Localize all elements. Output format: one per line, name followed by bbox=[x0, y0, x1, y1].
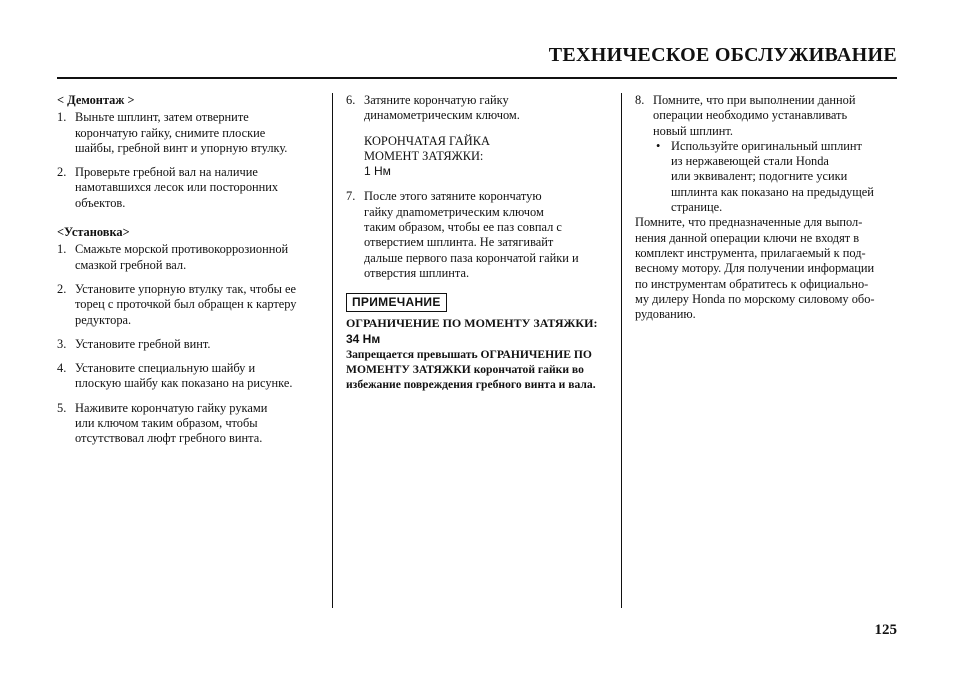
item-text: Установите гребной винт. bbox=[75, 336, 211, 351]
item-number: 1. bbox=[57, 110, 67, 125]
bullet-icon: • bbox=[656, 138, 661, 153]
item-text: Установите упорную втулку так, чтобы ее торец с проточкой был обращен к картеру редуктора. bbox=[75, 281, 297, 327]
item-text: Смажьте морской противокоррозионной смазкой гребной вал. bbox=[75, 242, 289, 272]
header-rule bbox=[57, 77, 897, 79]
torque-value: 1 Нм bbox=[364, 164, 391, 179]
item-number: 6. bbox=[346, 93, 356, 107]
column-divider-1 bbox=[332, 93, 333, 608]
warning-text: Запрещается превышать ОГРАНИЧЕНИЕ ПО МОМЕНТУ ЗАТЯЖКИ корончатой гайки во избежание повреждения гребного винта и вала. bbox=[346, 347, 596, 392]
list-item bbox=[57, 242, 322, 273]
item-text: Проверьте гребной вал на наличие намотавшихся лесок или посторонних объектов. bbox=[75, 165, 279, 210]
note-label: ПРИМЕЧАНИЕ bbox=[346, 293, 447, 312]
item-text: Установите специальную шайбу и плоскую шайбу как показано на рисунке. bbox=[75, 361, 293, 391]
item-text: Выньте шплинт, затем отверните корончатую гайку, снимите плоские шайбы, гребной винт и упорную втулку. bbox=[75, 110, 288, 155]
list-item bbox=[57, 337, 322, 352]
tools-paragraph: Помните, что предназначенные для выпол- нения данной операции ключи не входят в комплект инструмента, прилагаемый к под- весному мотору. Для получении информации по инструментам обратитесь к официально- му дилеру Honda по морскому силовому обо- рудованию. bbox=[635, 215, 875, 322]
install-heading: <Установка> bbox=[57, 225, 130, 240]
item-number: 2. bbox=[57, 165, 67, 180]
bullet-item bbox=[653, 139, 897, 215]
torque-limit-label: ОГРАНИЧЕНИЕ ПО МОМЕНТУ ЗАТЯЖКИ: bbox=[346, 316, 598, 331]
item-text: Наживите корончатую гайку руками или ключом таким образом, чтобы отсутствовал люфт гребного винта. bbox=[75, 400, 268, 446]
column-2 bbox=[346, 93, 612, 393]
list-item bbox=[635, 93, 897, 139]
torque-label-moment: МОМЕНТ ЗАТЯЖКИ: bbox=[364, 148, 484, 163]
column-1 bbox=[57, 93, 322, 447]
list-item bbox=[57, 110, 322, 156]
page-title: ТЕХНИЧЕСКОЕ ОБСЛУЖИВАНИЕ bbox=[548, 44, 897, 66]
column-divider-2 bbox=[621, 93, 622, 608]
item-number: 2. bbox=[57, 281, 67, 296]
item-number: 4. bbox=[57, 361, 67, 376]
item-text: Затяните корончатую гайку динамометрическим ключом. bbox=[364, 93, 520, 123]
item-number: 3. bbox=[57, 336, 67, 351]
item-number: 8. bbox=[635, 93, 645, 107]
item-text: После этого затяните корончатую гайку дnamометрическим ключом таким образом, чтобы ее паз совпал с отверстием шплинта. Не затягивайт дальше первого паза корончатой гайки и отверстия шплинта. bbox=[364, 189, 579, 280]
list-item bbox=[57, 361, 322, 392]
item-number: 7. bbox=[346, 189, 356, 204]
torque-spec bbox=[364, 134, 612, 180]
item-number: 5. bbox=[57, 400, 67, 415]
torque-label-nut: КОРОНЧАТАЯ ГАЙКА bbox=[364, 133, 490, 148]
list-item bbox=[346, 189, 612, 281]
column-3 bbox=[635, 93, 897, 322]
page-number: 125 bbox=[874, 622, 897, 638]
item-number: 1. bbox=[57, 242, 67, 257]
bullet-text: Используйте оригинальный шплинт из нержавеющей стали Honda или эквивалент; подогните усики шплинта как показано на предыдущей странице. bbox=[671, 138, 874, 215]
list-item bbox=[57, 282, 322, 328]
list-item bbox=[57, 401, 322, 447]
list-item bbox=[57, 165, 322, 211]
list-item bbox=[346, 93, 612, 124]
item-text: Помните, что при выполнении данной операции необходимо устанавливать новый шплинт. bbox=[653, 93, 856, 138]
torque-limit-value: 34 Нм bbox=[346, 331, 381, 346]
dismantle-heading: < Демонтаж > bbox=[57, 93, 135, 107]
